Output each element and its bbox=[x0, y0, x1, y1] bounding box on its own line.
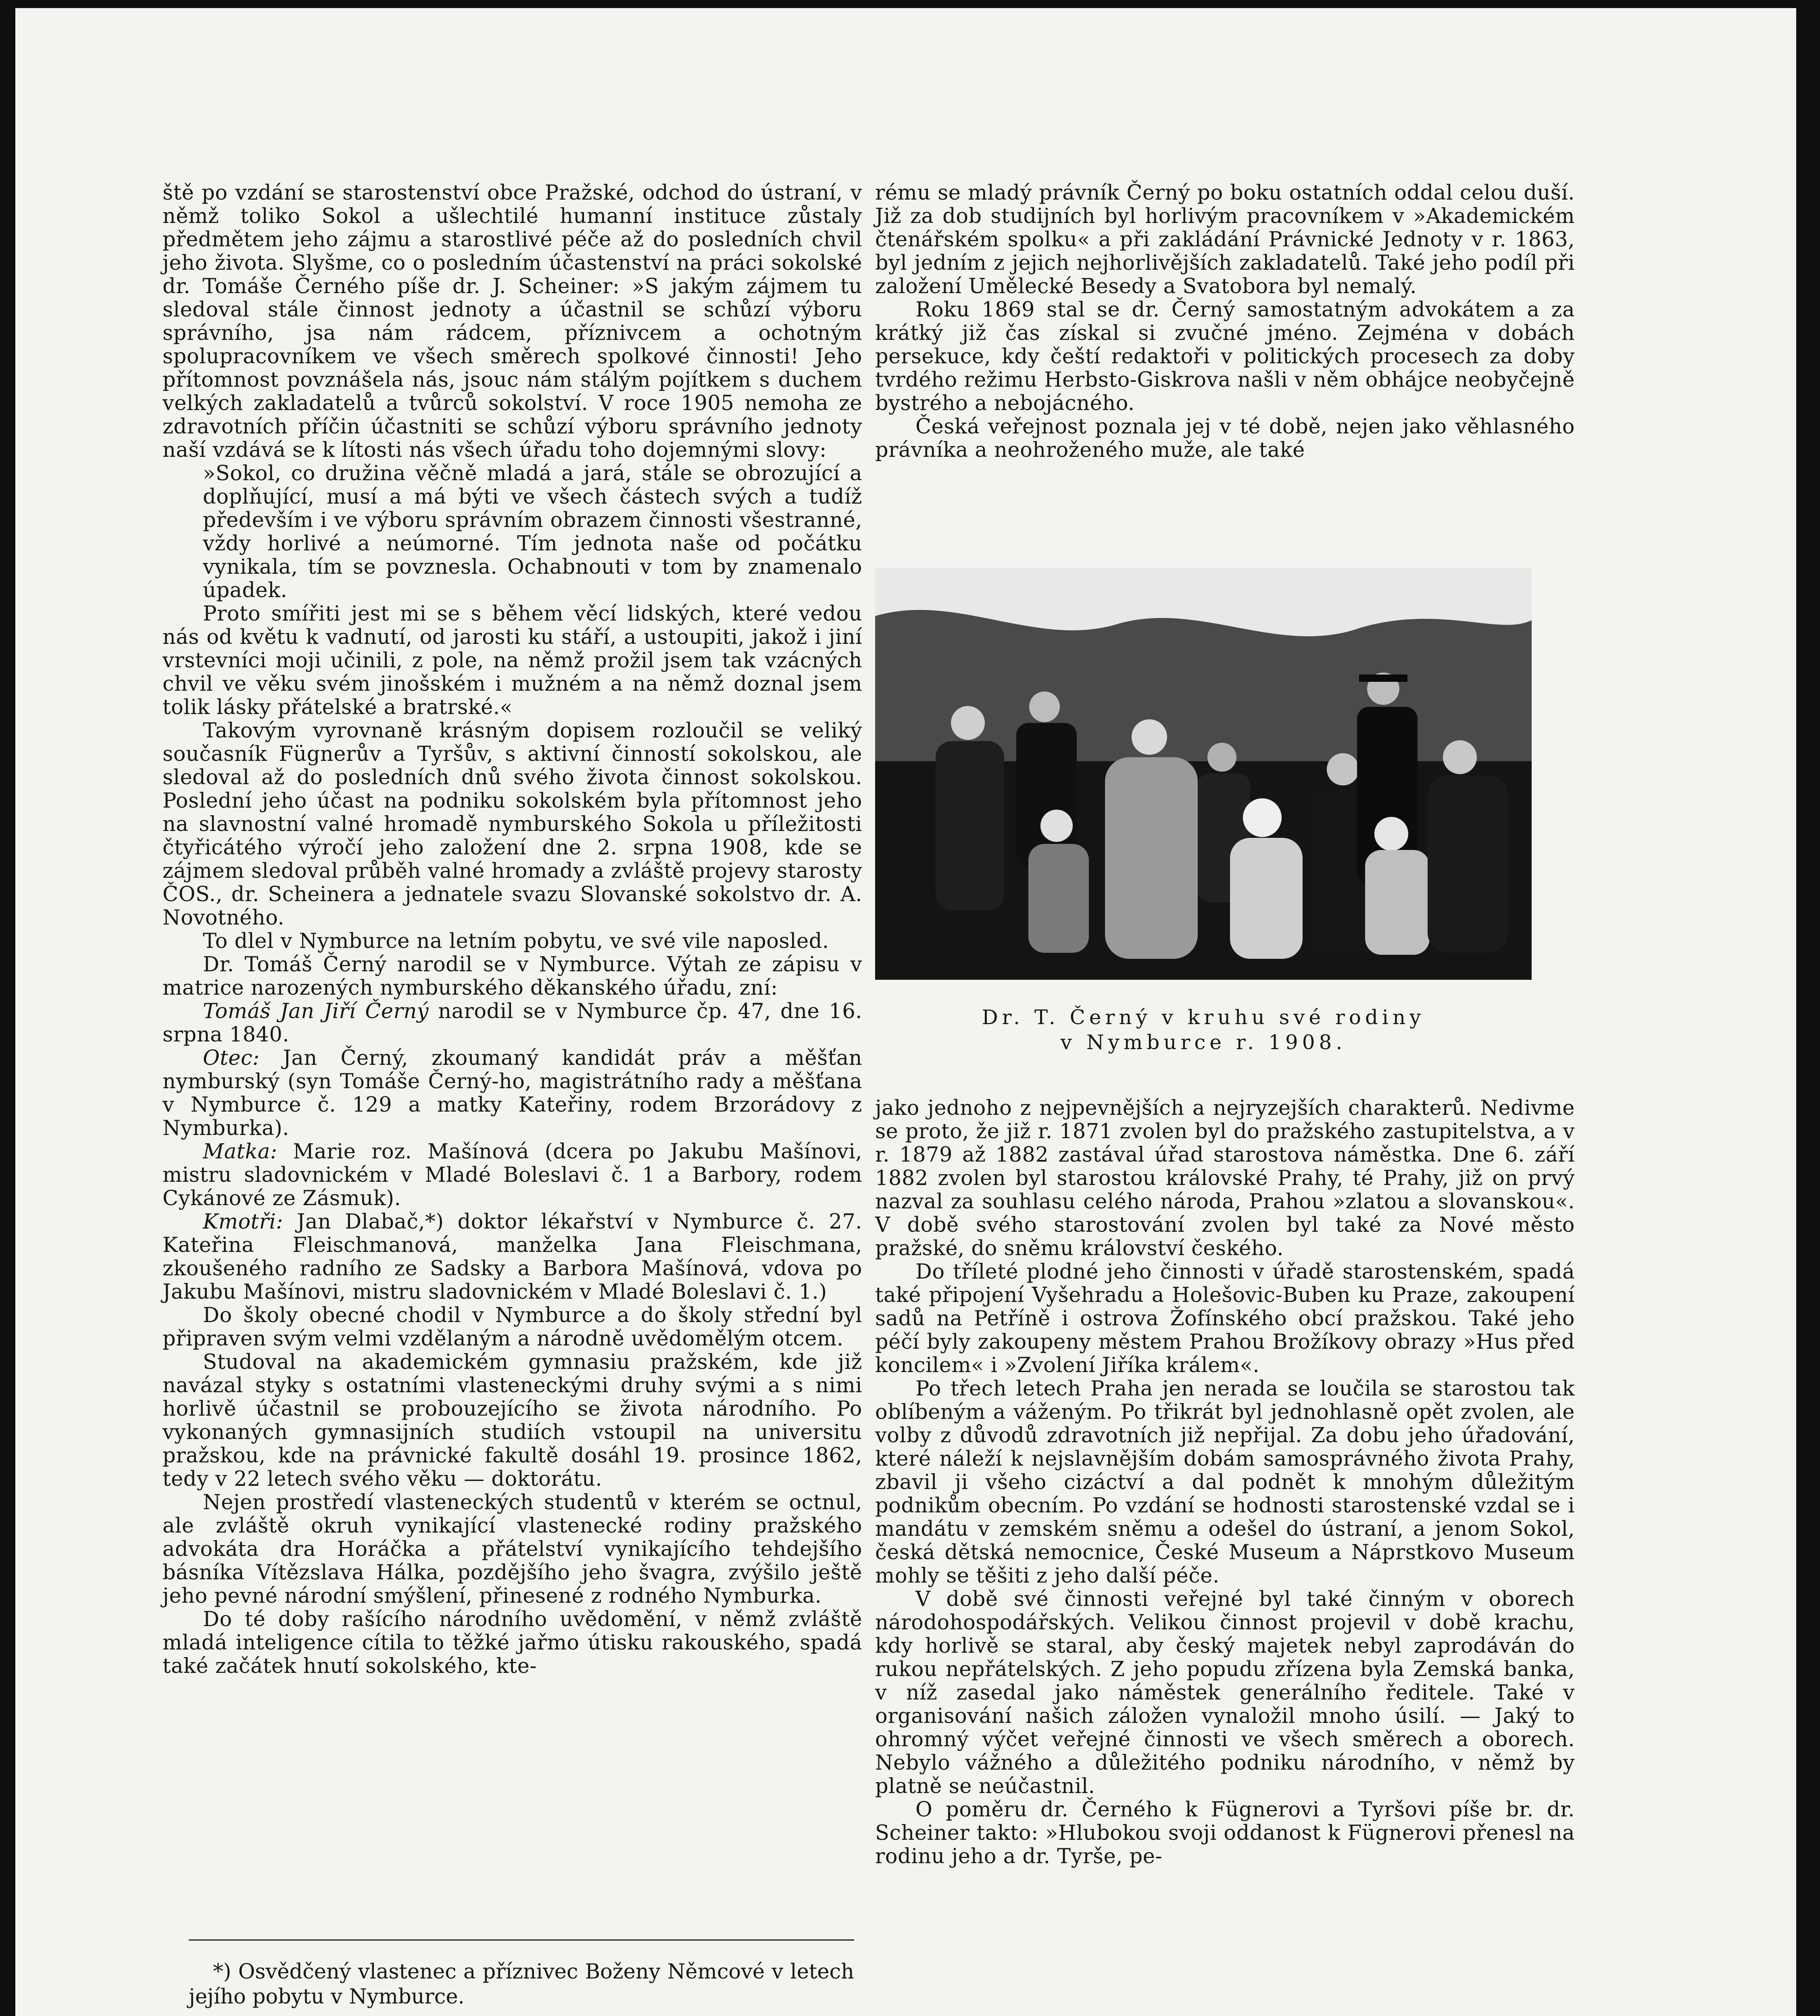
register-label: Matka: bbox=[203, 1140, 277, 1164]
right-text-column-top bbox=[875, 181, 1575, 462]
caption-line: v Nymburce r. 1908. bbox=[1060, 1031, 1347, 1054]
person-body bbox=[936, 741, 1004, 910]
person-head bbox=[1327, 753, 1359, 785]
register-entry: Matka: Marie roz. Mašínová (dcera po Jakubu Mašínovi, mistru sladovnickém v Mladé Boleslavi č. 1 a Barbory, rodem Cykánové ze Zásmuk). bbox=[163, 1140, 862, 1210]
family-photograph bbox=[875, 568, 1532, 980]
paragraph: Studoval na akademickém gymnasiu pražském, kde již navázal styky s ostatními vlasteneckými druhy svými a s nimi horlivě účastnil se probouzejícího se života národního. Po vykonaných gymnasijních studiích vstoupil na universitu pražskou, kde na právnické fakultě dosáhl 19. prosince 1862, tedy v 22 letech svého věku — doktorátu. bbox=[163, 1350, 862, 1491]
paragraph: Nejen prostředí vlasteneckých studentů v kterém se octnul, ale zvláště okruh vynikající vlastenecké rodiny pražského advokáta dra Horáčka a přátelství vynikajícího tehdejšího básníka Vítězslava Hálka, pozdějšího jeho švagra, zvýšilo ještě jeho pevné národní smýšlení, přinesené z rodného Nymburka. bbox=[163, 1491, 862, 1608]
quote-paragraph: Proto smířiti jest mi se s během věcí lidských, které vedou nás od květu k vadnutí, od jarosti ku stáří, a ustoupiti, jakož i jiní vrstevníci moji učinili, z pole, na němž prožil jsem tak vzácných chvil ve věku svém jinošském i mužném a na němž doznal jsem tolik lásky přátelské a bratrské.« bbox=[163, 602, 862, 719]
footnote-divider bbox=[189, 1939, 854, 1941]
paragraph: Do školy obecné chodil v Nymburce a do školy střední byl připraven svým velmi vzdělaným a národně uvědomělým otcem. bbox=[163, 1304, 862, 1351]
child-body bbox=[1028, 844, 1089, 953]
person-body bbox=[1428, 775, 1508, 953]
register-label: Otec: bbox=[203, 1046, 260, 1070]
paragraph: Po třech letech Praha jen nerada se loučila se starostou tak oblíbeným a váženým. Po třikrát byl jednohlasně opět zvolen, ale volby z důvodů zdravotních již nepřijal. Za dobu jeho úřadování, které náleží k nejslavnějším dobám samosprávného života Prahy, zbavil ji všeho cizáctví a dal podnět k mnohým důležitým podnikům obecním. Po vzdání se hodnosti starostenské vzdal se i mandátu v zemském sněmu a odešel do ústraní, a jenom Sokol, česká dětská nemocnice, České Museum a Náprstkovo Museum mohly se těšiti z jeho další péče. bbox=[875, 1377, 1575, 1588]
magazine-page bbox=[15, 8, 1796, 2016]
paragraph: Do tříleté plodné jeho činnosti v úřadě starostenském, spadá také připojení Vyšehradu a Holešovic-Buben ku Praze, zakoupení sadů na Petříně i ostrova Žofínského obcí pražskou. Také jeho péčí byly zakoupeny městem Prahou Brožíkovy obrazy »Hus před koncilem« i »Zvolení Jiříka králem«. bbox=[875, 1260, 1575, 1377]
paragraph: Roku 1869 stal se dr. Černý samostatným advokátem a za krátký již čas získal si zvučné jméno. Zejména v dobách persekuce, kdy čeští redaktoři v politických procesech za doby tvrdého režimu Herbsto-Giskrova našli v něm obhájce neobyčejně bystrého a nebojácného. bbox=[875, 298, 1575, 415]
caption-line: Dr. T. Černý v kruhu své rodiny bbox=[982, 1006, 1425, 1029]
paragraph: ště po vzdání se starostenství obce Pražské, odchod do ústraní, v němž toliko Sokol a ušlechtilé humanní instituce zůstaly předmětem jeho zájmu a starostlivé péče až do posledních chvil jeho života. Slyšme, co o posledním účastenství na práci sokolské dr. Tomáše Černého píše dr. J. Scheiner: »S jakým zájmem tu sledoval stále činnost jednoty a účastnil se schůzí výboru správního, jsa nám rádcem, příznivcem a ochotným spolupracovníkem ve všech směrech spolkové činnosti! Jeho přítomnost povznášela nás, jsouc nám stálým pojítkem s duchem velkých zakladatelů a tvůrců sokolství. V roce 1905 nemoha ze zdravotních příčin účastniti se schůzí výboru správního jednoty naší vzdává se k lítosti nás všech úřadu toho dojemnými slovy: bbox=[163, 181, 862, 462]
register-label: Tomáš Jan Jiří Černý bbox=[203, 1000, 429, 1023]
paragraph: jako jednoho z nejpevnějších a nejryzejších charakterů. Nedivme se proto, že již r. 1871 zvolen byl do pražského zastupitelstva, a v r. 1879 až 1882 zastával úřad starostova náměstka. Dne 6. září 1882 zvolen byl starostou královské Prahy, té Prahy, již on prvý nazval za souhlasu celého národa, Prahou »zlatou a slovanskou«. V době svého starostování zvolen byl také za Nové město pražské, do sněmu království českého. bbox=[875, 1096, 1575, 1260]
paragraph: rému se mladý právník Černý po boku ostatních oddal celou duší. Již za dob studijních byl horlivým pracovníkem v »Akademickém čtenářském spolku« a při zakládání Právnické Jednoty v r. 1863, byl jedním z jejich nejhorlivějších zakladatelů. Také jeho podíl při založení Umělecké Besedy a Svatobora byl nemalý. bbox=[875, 181, 1575, 298]
paragraph: V době své činnosti veřejné byl také činným v oborech národohospodářských. Velikou činnost projevil v době krachu, kdy horlivě se staral, aby český majetek nebyl zaprodáván do rukou nepřátelských. Z jeho popudu zřízena byla Zemská banka, v níž zasedal jako náměstek generálního ředitele. Také v organisování našich záložen vynaložil mnoho úsilí. — Jaký to ohromný výčet veřejné činnosti ve všech směrech a oborech. Nebylo vážného a důležitého podniku národního, v němž by platně se neúčastnil. bbox=[875, 1587, 1575, 1798]
paragraph: Takovým vyrovnaně krásným dopisem rozloučil se veliký současník Fügnerův a Tyršův, s aktivní činností sokolskou, ale sledoval až do posledních dnů svého života činnost sokolskou. Poslední jeho účast na podniku sokolském byla přítomnost jeho na slavnostní valné hromadě nymburského Sokola u příležitosti čtyřicátého výročí jeho založení dne 2. srpna 1908, kde se zájmem sledoval průběh valné hromady a zvláště projevy starosty ČOS., dr. Scheinera a jednatele svazu Slovanské sokolstvo dr. A. Novotného. bbox=[163, 719, 862, 930]
child-body bbox=[1230, 838, 1303, 959]
register-entry: Kmotři: Jan Dlabač,*) doktor lékařství v Nymburce č. 27. Kateřina Fleischmanová, manželka Jana Fleischmana, zkoušeného radního ze Sadsky a Barbora Mašínová, vdova po Jakubu Mašínovi, mistru sladovnickém v Mladé Boleslavi č. 1.) bbox=[163, 1210, 862, 1304]
photo-caption bbox=[875, 1005, 1532, 1055]
footnote: *) Osvědčený vlastenec a příznivec Boženy Němcové v letech jejího pobytu v Nymburce. bbox=[189, 1960, 854, 2009]
hat bbox=[1359, 675, 1407, 682]
register-entry: Tomáš Jan Jiří Černý narodil se v Nymburce čp. 47, dne 16. srpna 1840. bbox=[163, 1000, 863, 1047]
paragraph: Do té doby rašícího národního uvědomění, v němž zvláště mladá inteligence cítila to těžké jařmo útisku rakouského, spadá také začátek hnutí sokolského, kte- bbox=[163, 1608, 862, 1678]
paragraph: Česká veřejnost poznala jej v té době, nejen jako věhlasného právníka a neohroženého muže, ale také bbox=[875, 415, 1575, 462]
register-label: Kmotři: bbox=[203, 1210, 284, 1234]
child-body bbox=[1365, 850, 1430, 955]
person-body bbox=[1105, 757, 1198, 959]
person-head bbox=[1029, 691, 1060, 722]
person-head bbox=[951, 706, 985, 740]
person-head bbox=[1443, 740, 1477, 774]
person-head bbox=[1207, 743, 1236, 772]
left-text-column bbox=[163, 181, 862, 1678]
paragraph: To dlel v Nymburce na letním pobytu, ve své vile naposled. bbox=[203, 929, 829, 953]
register-entry: Otec: Jan Černý, zkoumaný kandidát práv a měšťan nymburský (syn Tomáše Černý-ho, magistrátního rady a měšťana v Nymburce č. 129 a matky Kateřiny, rodem Brzorádovy z Nymburka). bbox=[163, 1046, 862, 1140]
child-head bbox=[1374, 817, 1408, 851]
right-text-column-bottom bbox=[875, 1097, 1575, 1868]
child-head bbox=[1040, 810, 1073, 842]
person-head bbox=[1132, 719, 1167, 755]
quote-paragraph: »Sokol, co družina věčně mladá a jará, stále se obrozující a doplňující, musí a má býti ve všech částech svých a tudíž především i ve výboru správním obrazem činnosti všestranné, vždy horlivé a neúmorné. Tím jednota naše od počátku vynikala, tím se povznesla. Ochabnouti v tom by znamenalo úpadek. bbox=[203, 462, 862, 602]
paragraph: Dr. Tomáš Černý narodil se v Nymburce. Výtah ze zápisu v matrice narozených nymburského děkanského úřadu, zní: bbox=[163, 953, 862, 1000]
child-head bbox=[1243, 798, 1282, 837]
photo-illustration bbox=[875, 568, 1532, 980]
paragraph: O poměru dr. Černého k Fügnerovi a Tyršovi píše br. dr. Scheiner takto: »Hlubokou svoji oddanost k Fügnerovi přenesl na rodinu jeho a dr. Tyrše, pe- bbox=[875, 1798, 1575, 1868]
